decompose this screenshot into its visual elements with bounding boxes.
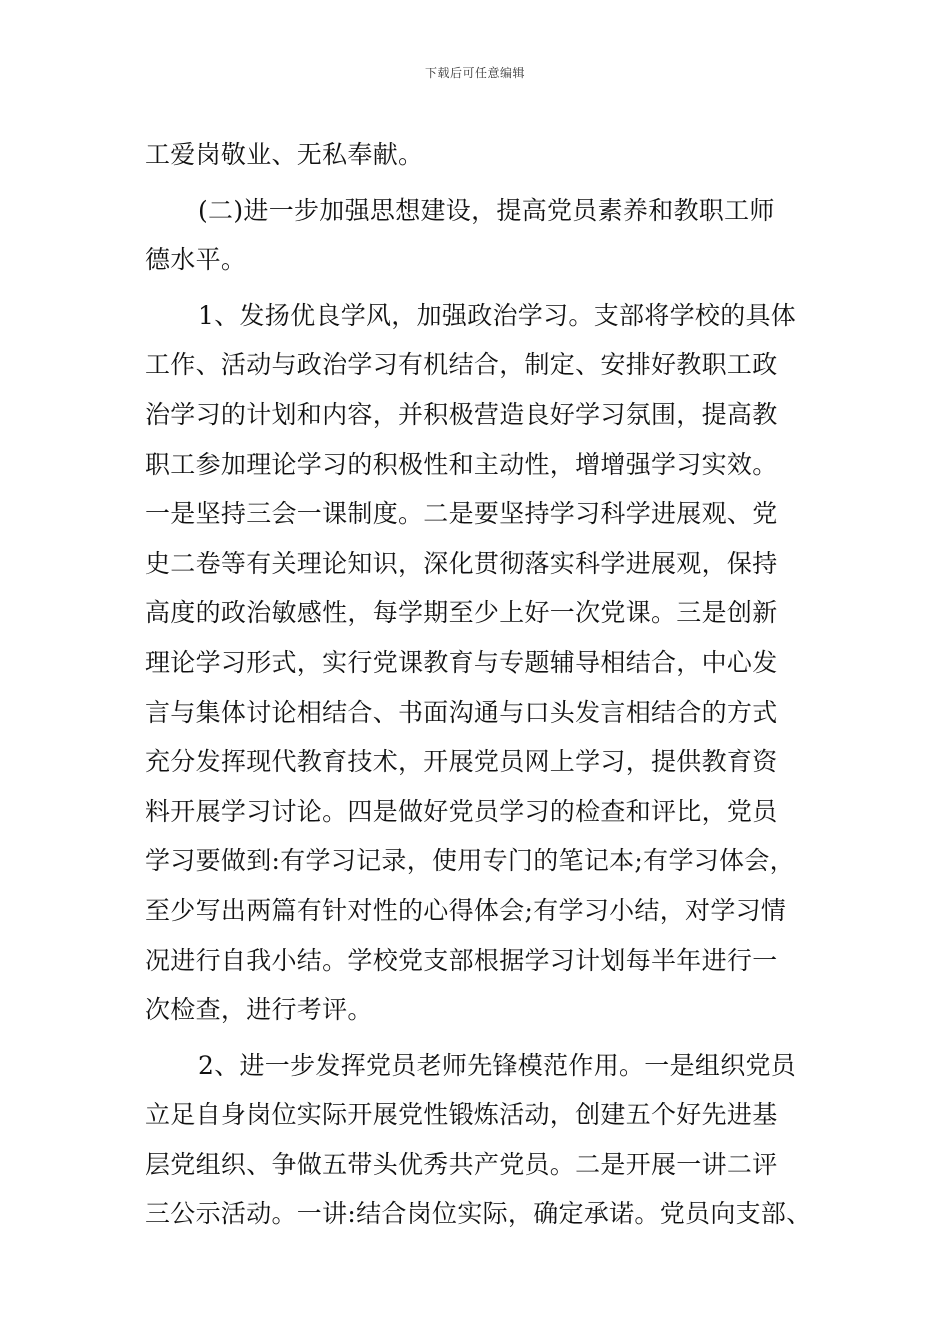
text-line: 充分发挥现代教育技术，开展党员网上学习，提供教育资 [145,747,778,777]
text-line: 至少写出两篇有针对性的心得体会;有学习小结，对学习情 [145,895,787,925]
text-line: 史二卷等有关理论知识，深化贯彻落实科学进展观，保持 [145,548,778,578]
section-heading: (二)进一步加强思想建设，提高党员素养和教职工师 [198,195,775,225]
text-line: 一是坚持三会一课制度。二是要坚持学习科学进展观、党 [145,499,778,529]
text-line: 况进行自我小结。学校党支部根据学习计划每半年进行一 [145,945,778,975]
text-line: 层党组织、争做五带头优秀共产党员。二是开展一讲二评 [145,1149,778,1179]
text-line: 料开展学习讨论。四是做好党员学习的检查和评比，党员 [145,796,778,826]
paragraph-start: 1、发扬优良学风，加强政治学习。支部将学校的具体 [198,300,797,330]
text-line: 职工参加理论学习的积极性和主动性，增增强学习实效。 [145,449,778,479]
text-line: 次检查，进行考评。 [145,995,373,1025]
text-line: 德水平。 [145,245,247,275]
text-line: 工爱岗敬业、无私奉献。 [145,140,424,169]
text-line: 言与集体讨论相结合、书面沟通与口头发言相结合的方式 [145,697,778,727]
document-body [145,130,825,1239]
text-line: 治学习的计划和内容，并积极营造良好学习氛围，提高教 [145,399,778,429]
text-line: 高度的政治敏感性，每学期至少上好一次党课。三是创新 [145,598,778,628]
text-line: 三公示活动。一讲:结合岗位实际，确定承诺。党员向支部、 [145,1199,812,1229]
page-header-note: 下载后可任意编辑 [424,66,525,80]
text-line: 理论学习形式，实行党课教育与专题辅导相结合，中心发 [145,647,778,677]
text-line: 立足自身岗位实际开展党性锻炼活动，创建五个好先进基 [145,1100,778,1130]
text-line: 学习要做到:有学习记录，使用专门的笔记本;有学习体会， [145,846,795,876]
paragraph-start: 2、进一步发挥党员老师先锋模范作用。一是组织党员 [198,1050,797,1080]
text-line: 工作、活动与政治学习有机结合，制定、安排好教职工政 [145,350,778,380]
